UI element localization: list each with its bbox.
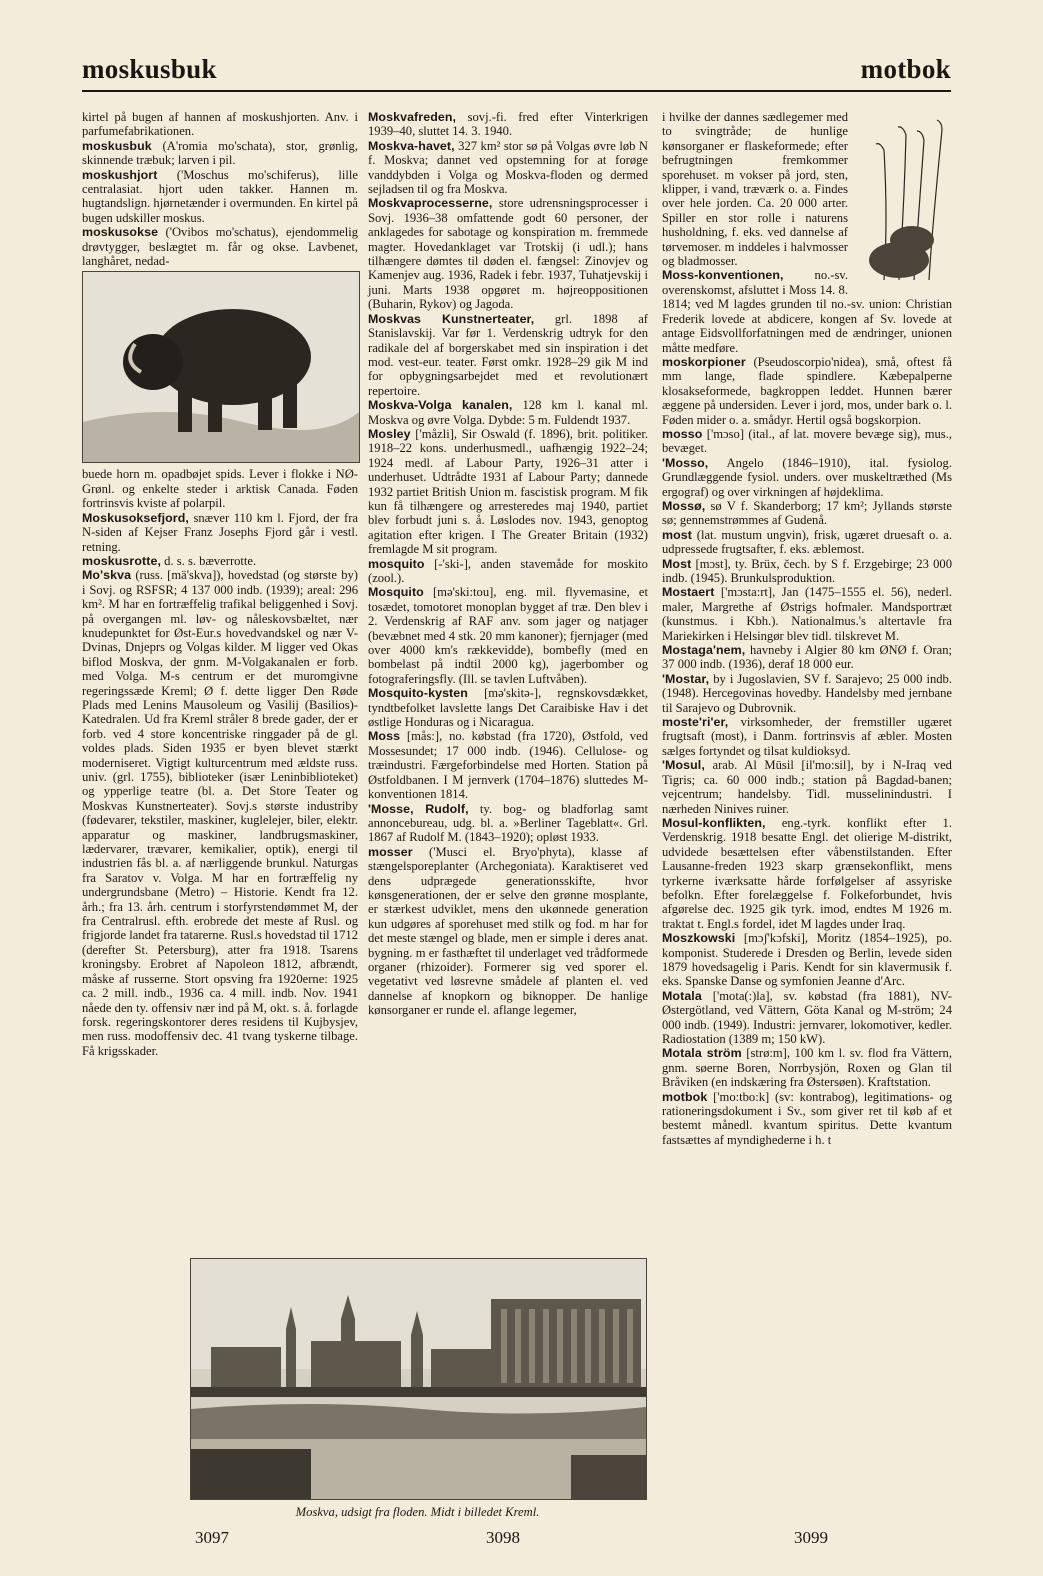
entry-text: ['mɔso] (ital., af lat. movere bevæge sig), mus., bevæget.: [662, 426, 952, 456]
entry-text: [mɔʃ'kɔfski], Moritz (1854–1925), po. komponist. Studerede i Dresden og Berlin, levede siden 1879 hovedsagelig i Paris. Kendt for sin klavermusik f. eks. Spanske Danse og symfonien Jeanne d'Arc.: [662, 931, 952, 989]
entry-term: Mosquito-kysten: [368, 686, 468, 701]
dictionary-entry: [662, 931, 952, 989]
entry-term: motbok: [662, 1089, 708, 1104]
running-head-left: moskusbuk: [82, 54, 217, 84]
entry-term: Moskva-havet,: [368, 138, 455, 153]
entry-text: [strø:m], 100 km l. sv. flod fra Vättern, gnm. søerne Boren, Norrbysjön, Roxen og Glan til Bråviken (en indskæring fra Østersøen). Kraftstation.: [662, 1046, 952, 1090]
dictionary-entry: [82, 467, 358, 510]
dictionary-entry: [82, 554, 358, 568]
entry-term: Moskva-Volga kanalen,: [368, 398, 513, 413]
moss-illustration: [854, 110, 952, 290]
entry-term: Moskvaprocesserne,: [368, 196, 493, 211]
entry-term: Most: [662, 556, 692, 571]
dictionary-entry: [662, 427, 952, 456]
entry-term: 'Mostar,: [662, 671, 710, 686]
entry-text: ('Ovibos mo'schatus), ejendommelig drøvtygger, beslægtet m. får og okse. Lavbenet, langhåret, nedad-: [82, 225, 358, 269]
entry-term: Mostaert: [662, 585, 715, 600]
entry-term: 'Mosse, Rudolf,: [368, 801, 469, 816]
entry-text: ['mo:tbo:k] (sv: kontrabog), legitimations- og rationeringsdokument i Sv., som giver ret til køb af et bestemt månedl. kvantum spiritus. Dette kvantum fastsættes af myndighederne i h. t: [662, 1089, 952, 1147]
dictionary-entry: [368, 557, 648, 586]
entry-text: arab. Al Mūsil [il'mo:sil], by i N-Iraq ved Tigris; ca. 60 000 indb.; station på Bagdad-banen; vejcentrum; handelsby. Tidl. musselinindustri. I nærheden Ninives ruiner.: [662, 758, 952, 816]
entry-text: sovj.-fi. fred efter Vinterkrigen 1939–40, sluttet 14. 3. 1940.: [368, 110, 648, 139]
dictionary-entry: [368, 110, 648, 139]
dictionary-entry: [368, 686, 648, 729]
entry-text: kirtel på bugen af hannen af moskushjorten. Anv. i parfumefabrikationen.: [82, 110, 358, 139]
entry-text: ty. bog- og bladforlag samt annoncebureau, udg. bl. a. »Berliner Tageblatt«. Grl. 1867 af Rudolf M. (1843–1920); opløst 1933.: [368, 801, 649, 845]
dictionary-entry: [662, 557, 952, 586]
entry-text: virksomheder, der fremstiller ugæret frugtsaft (most), i Danm. fortrinsvis af æbler. Mosten sælges fortyndet og tilsat kuldioksyd.: [662, 715, 952, 758]
dictionary-entry: [368, 729, 648, 801]
page-number-right: 3099: [794, 1528, 828, 1547]
entry-term: moskusbuk: [82, 138, 152, 153]
dictionary-entry: [662, 1046, 952, 1089]
entry-term: Mo'skva: [82, 568, 132, 583]
entry-text: ('Moschus mo'schiferus), lille centralasiat. hjort uden takker. Hannen m. hugtandslign. hjørnetænder i overmunden. En kirtel på bugen udskiller moskus.: [82, 167, 358, 225]
dictionary-entry: [662, 989, 952, 1047]
entry-text: grl. 1898 af Stanislavskij. Var før 1. Verdenskrig udtryk for den radikale del af borgerskabet med sin inspiration i det mod. vest-eur. teater. Først omkr. 1928–29 gik M ind for opbygningsarbejdet med et revolutionært repertoire.: [368, 311, 648, 398]
entry-term: moskorpioner: [662, 354, 746, 369]
dictionary-entry: [82, 168, 358, 226]
entry-text: ['mɔsta:rt], Jan (1475–1555 el. 56), nederl. maler, Margrethe af Østrigs hofmaler. Mandsportræt (kunstmus. i Kbh.). Nationalmus.'s altertavle fra Mariekirken i Helsingør blev tidl. tilskrevet M.: [662, 585, 952, 643]
entry-text: (russ. [mä'skva]), hovedstad (og største by) i Sovj. og RSFSR; 4 137 000 indb. (1939); areal: 296 km². M har en fortræffelig trafikal beliggenhed i Sovj. på overgangen ml. løv- og nåleskovsbæltet, nær knudepunktet for Øst-Eur.s hovedvandskel og nær V-Dvinas, Dnjeprs og Volgas kilder. M ligger ved Okas biflod Moskva, der gnm. M-Volgakanalen er forb. med Volga. M-s centrum er det muromgivne regeringssæde Kreml; Ø f. dette ligger Den Røde Plads med Lenins Mausoleum og Vasilij (Basilios)-Katedralen. Ud fra Kreml stråler 8 brede gader, der er forb. ved 4 store koncentriske ringgader på de gl. voldes plads. Siden 1935 er byen blevet stærkt moderniseret. Vigtigt kulturcentrum med ældste russ. univ. (grl. 1755), biblioteker (især Leninbiblioteket) og ypperlige teatre (bl. a. Det Store Teater og Moskvas Kunstnerteater). Sovj.s største industriby (fødevarer, tekstiler, maskiner, kuglelejer, biler, elektr. apparatur og maskiner, landbrugsmaskiner, lædervarer, trævarer, kemikalier, optik), energi til industrien fås bl. a. af nærliggende brunkul. Naturgas fra Saratov v. Volga. M har en fortræffelig ny undergrundsbane (Metro) – Historie. Kendt fra 12. årh.; fra 13. årh. centrum i storfyrstendømmet M, der fra Centralrusl. efth. erobrede det meste af Rusl. og frigjorde landet fra tatarerne. Rusl.s hovedstad til 1712 (derefter St. Petersburg), atter fra 1918. Tsarens kroningsby. Erobret af Napoleon 1812, afbrændt, måske af russerne. Stort opsving fra 1920erne: 1925 ca. 2 mill. indb., 1936 ca. 4 mill. indb. Nov. 1941 nåede den ty. offensiv nær ind på M, okt. s. å. forlagde forsk. regeringskontorer deres residens til Kujbysjev, men russ. modoffensiv dec. 41 tvang tyskerne tilbage. Få krigsskader.: [82, 568, 358, 1058]
dictionary-entry: [82, 110, 358, 139]
entry-text: store udrensningsprocesser i Sovj. 1936–38 omfattende godt 60 personer, der anklagedes for sabotage og konspiration m. fremmede magter. Hovedanklaget var Trotskij (i udl.); hans tilhængere dømtes til døden el. fængsel: Zinovjev og Kamenjev aug. 1936, Radek i febr. 1937, Tuhatjevskij i juni. Marts 1938 opgøret m. højreoppositionen (Buharin, Rykov) og Jagoda.: [368, 196, 648, 312]
entry-text: buede horn m. opadbøjet spids. Lever i flokke i NØ-Grønl. og enkelte steder i arktisk Canada. Føden fortrinsvis kviste af polarpil.: [82, 467, 358, 511]
dictionary-entry: [368, 845, 648, 1018]
entry-text: eng.-tyrk. konflikt efter 1. Verdenskrig. 1918 besatte Engl. det olierige M-distrikt, udvidede besættelsen efter våbenstilstanden. Efter Lausanne-freden 1923 skarp grænsekonflikt, mens tyrkerne iværksatte hårde forfølgelser af assyriske befolkn. Efter forelæggelse f. Folkeforbundet, hvis afgørelse dec. 1925 gik tyrk. imod, endtes M 1926 m. traktat t. Engl.s fordel, idet M lagdes under Iraq.: [662, 815, 952, 931]
entry-term: 'Mosul,: [662, 758, 705, 773]
photo-caption: Moskva, udsigt fra floden. Midt i billedet Kreml.: [295, 1505, 540, 1519]
entry-term: Mosul-konflikten,: [662, 815, 766, 830]
dictionary-entry: [662, 499, 952, 528]
dictionary-entry: [662, 355, 952, 427]
entry-term: Mosquito: [368, 585, 424, 600]
dictionary-entry: [368, 585, 648, 686]
dictionary-entry: [662, 1090, 952, 1148]
entry-text: ('Musci el. Bryo'phyta), klasse af stængelsporeplanter (Archegoniata). Karaktiseret ved dens udprægede generationsskifte, hvor kønsgenerationen, der er selve den grønne mosplante, er stærkest udviklet, mens den ukønnede generation kun udgøres af sporehuset med stilk og fod. m har for det meste stængel og blade, men er simple i deres anat. bygning. m er fasthæftet til underlaget ved trådformede organer (rhizoider). Formerer sig ved sporer el. vegetativt ved løsrevne smådele af planten el. ved dannelse af knopkorn og biknopper. De hanlige kønsorganer er runde el. aflange legemer,: [368, 844, 648, 1018]
header-rule: [82, 90, 951, 92]
entry-text: ['måzli], Sir Oswald (f. 1896), brit. politiker. 1918–22 kons. underhusmedl., uafhængig 1922–24; 1924 medl. af Labour Party, 1926–31 atter i underhuset. Udtrådte 1931 af Labour Party; dannede 1932 partiet British Union m. fascistisk program. M fik kun få tilhængere og arresteredes maj 1940, partiet blev forbudt juni s. å. Løslodes nov. 1943, genoptog agitation efter krigen. I The Greater Britain (1932) fremlagde M sit program.: [368, 426, 649, 557]
moss-drawing: [854, 110, 952, 290]
entry-text: 128 km l. kanal ml. Moskva og øvre Volga. Dybde: 5 m. Fuldendt 1937.: [368, 398, 648, 427]
moskva-illustration: [191, 1259, 646, 1499]
entry-text: no.-sv. overenskomst, afsluttet i Moss 14. 8. 1814; ved M lagdes grunden til no.-sv. union: Christian Frederik lovede at abdicere, kongen af Sv. lovede at antage Eidsvollforfatningen med de ændringer, unionen måtte medføre.: [662, 268, 952, 355]
entry-term: mosquito: [368, 556, 425, 571]
entry-text: havneby i Algier 80 km ØNØ f. Oran; 37 000 indb. (1936), deraf 18 000 eur.: [662, 643, 952, 672]
entry-term: Mostaga'nem,: [662, 643, 746, 658]
moskva-photo: [190, 1258, 647, 1500]
entry-term: Moss: [368, 729, 401, 744]
entry-text: i hvilke der dannes sædlegemer med to svingtråde; de hunlige kønsorganer er flaskeformede; efter befrugtningen fremkommer sporehuset. m vokser på jord, sten, klipper, i vand, træværk o. a. Findes over hele jorden. Ca. 20 000 arter. Spiller en stor rolle i naturens husholdning, f. eks. ved dannelse af tørvemoser. m inddeles i halvmosser og bladmosser.: [662, 110, 848, 269]
entry-term: most: [662, 527, 693, 542]
entry-term: mosser: [368, 844, 413, 859]
entry-text: [-'ski-], anden stavemåde for moskito (zool.).: [368, 556, 648, 585]
dictionary-entry: [662, 585, 952, 643]
dictionary-entry: [368, 398, 648, 427]
page-number-middle: 3098: [486, 1528, 520, 1547]
dictionary-entry: [82, 139, 358, 168]
dictionary-entry: [662, 672, 952, 715]
entry-text: ['mota(:)la], sv. købstad (fra 1881), NV-Østergötland, ved Vättern, Göta Kanal og M-ström; 24 000 indb. (1949). Industri: jernvarer, lokomotiver, kedler. Radiostation (1389 m; 150 kW).: [662, 988, 952, 1046]
musk-ox-photo: [82, 271, 360, 463]
entry-term: moste'ri'er,: [662, 715, 729, 730]
dictionary-entry: [662, 816, 952, 931]
entry-term: moskusokse: [82, 225, 159, 240]
entry-text: (Pseudoscorpio'nidea), små, oftest få mm lange, flade spindlere. Kæbepalperne klosakseformede, bagkroppen leddet. Hunnen bærer æggene på undersiden. Lever i jord, mos, under bark o. l. Føden mider o. a. smådyr. Hertil også bogskorpion.: [662, 354, 952, 427]
dictionary-entry: [662, 758, 952, 816]
entry-text: by i Jugoslavien, SV f. Sarajevo; 25 000 indb. (1948). Hercegovinas hovedby. Handelsby med jernbane til Sarajevo og Dubrovnik.: [662, 671, 952, 715]
entry-term: Mosley: [368, 426, 411, 441]
entry-term: Moskvas Kunstnerteater,: [368, 311, 535, 326]
musk-ox-illustration: [83, 272, 359, 462]
column-1: [82, 110, 358, 1058]
column-2: [368, 110, 648, 1018]
entry-text: (lat. mustum ungvin), frisk, ugæret druesaft o. a. udpressede frugtsafter, f. eks. æblemost.: [662, 527, 952, 557]
entry-text: Angelo (1846–1910), ital. fysiolog. Grundlæggende fysiol. unders. over muskeltræthed (Ms ergograf) og over virkningen af højdeklima.: [662, 455, 952, 499]
dictionary-entry: [368, 427, 648, 557]
dictionary-entry: [662, 456, 952, 499]
entry-term: moskushjort: [82, 167, 158, 182]
entry-text: (A'romia mo'schata), stor, grønlig, skinnende træbuk; larven i pil.: [82, 138, 358, 168]
entry-term: Moskvafreden,: [368, 110, 457, 124]
dictionary-entry: [368, 196, 648, 311]
entry-text: 327 km² stor sø på Volgas øvre løb N f. Moskva; dannet ved opstemning for at forøge vanddybden i Volga og Moskva-floden og dermed sejladsen til og fra Moskva.: [368, 138, 648, 197]
entry-term: 'Mosso,: [662, 455, 709, 470]
entry-text: sø V f. Skanderborg; 17 km²; Jyllands største sø; gennemstrømmes af Gudenå.: [662, 498, 953, 528]
dictionary-entry: [662, 715, 952, 758]
running-head-right: motbok: [860, 54, 951, 84]
dictionary-entry: [368, 802, 648, 845]
entry-term: Motala: [662, 988, 702, 1003]
dictionary-entry: [82, 568, 358, 1058]
entry-text: [mɔst], ty. Brüx, čech. by S f. Erzgebirge; 23 000 indb. (1945). Brunkulsproduktion.: [662, 556, 952, 585]
entry-term: Moskusoksefjord,: [82, 510, 189, 525]
dictionary-entry: [662, 643, 952, 672]
entry-text: [mås:], no. købstad (fra 1720), Østfold, ved Mossesundet; 17 000 indb. (1946). Cellulose- og træindustri. Færgeforbindelse med Horten. Station på Østfoldbanen. I M jernverk (1704–1876) sluttedes M-konventionen 1814.: [368, 729, 648, 802]
entry-text: [mə'ski:tou], eng. mil. flyvemasine, et tosædet, tomotoret monoplan bygget af træ. Den blev i 2. Verdenskrig af RAF anv. som jager og natjager (bevæbnet med 4 stk. 20 mm kanoner); fjernjager (med over 4000 km's rækkevidde), bombefly (med en bombelast på indtil 2000 kg), jagerbomber og fotograferingsfly. (Ill. se tavlen Luftvåben).: [368, 585, 648, 686]
dictionary-entry: [82, 225, 358, 268]
dictionary-entry: [82, 511, 358, 554]
column-3: [662, 110, 952, 1147]
entry-term: mosso: [662, 426, 703, 441]
entry-term: Motala ström: [662, 1046, 742, 1061]
dictionary-entry: [368, 139, 648, 197]
page-number-left: 3097: [195, 1528, 229, 1547]
entry-text: [mə'skitə-], regnskovsdækket, tyndtbefolket lavslette langs Det Caraibiske Hav i det østlige Honduras og i Nicaragua.: [368, 686, 648, 730]
dictionary-entry: [368, 312, 648, 398]
entry-term: moskusrotte,: [82, 553, 162, 568]
dictionary-entry: [662, 528, 952, 557]
entry-term: Mossø,: [662, 498, 706, 513]
entry-term: Moss-konventionen,: [662, 268, 784, 283]
entry-term: Moszkowski: [662, 931, 736, 946]
entry-text: snæver 110 km l. Fjord, der fra N-siden af Kejser Franz Josephs Fjord går i vestl. retning.: [82, 510, 358, 554]
entry-text: d. s. s. bæverrotte.: [164, 553, 257, 568]
